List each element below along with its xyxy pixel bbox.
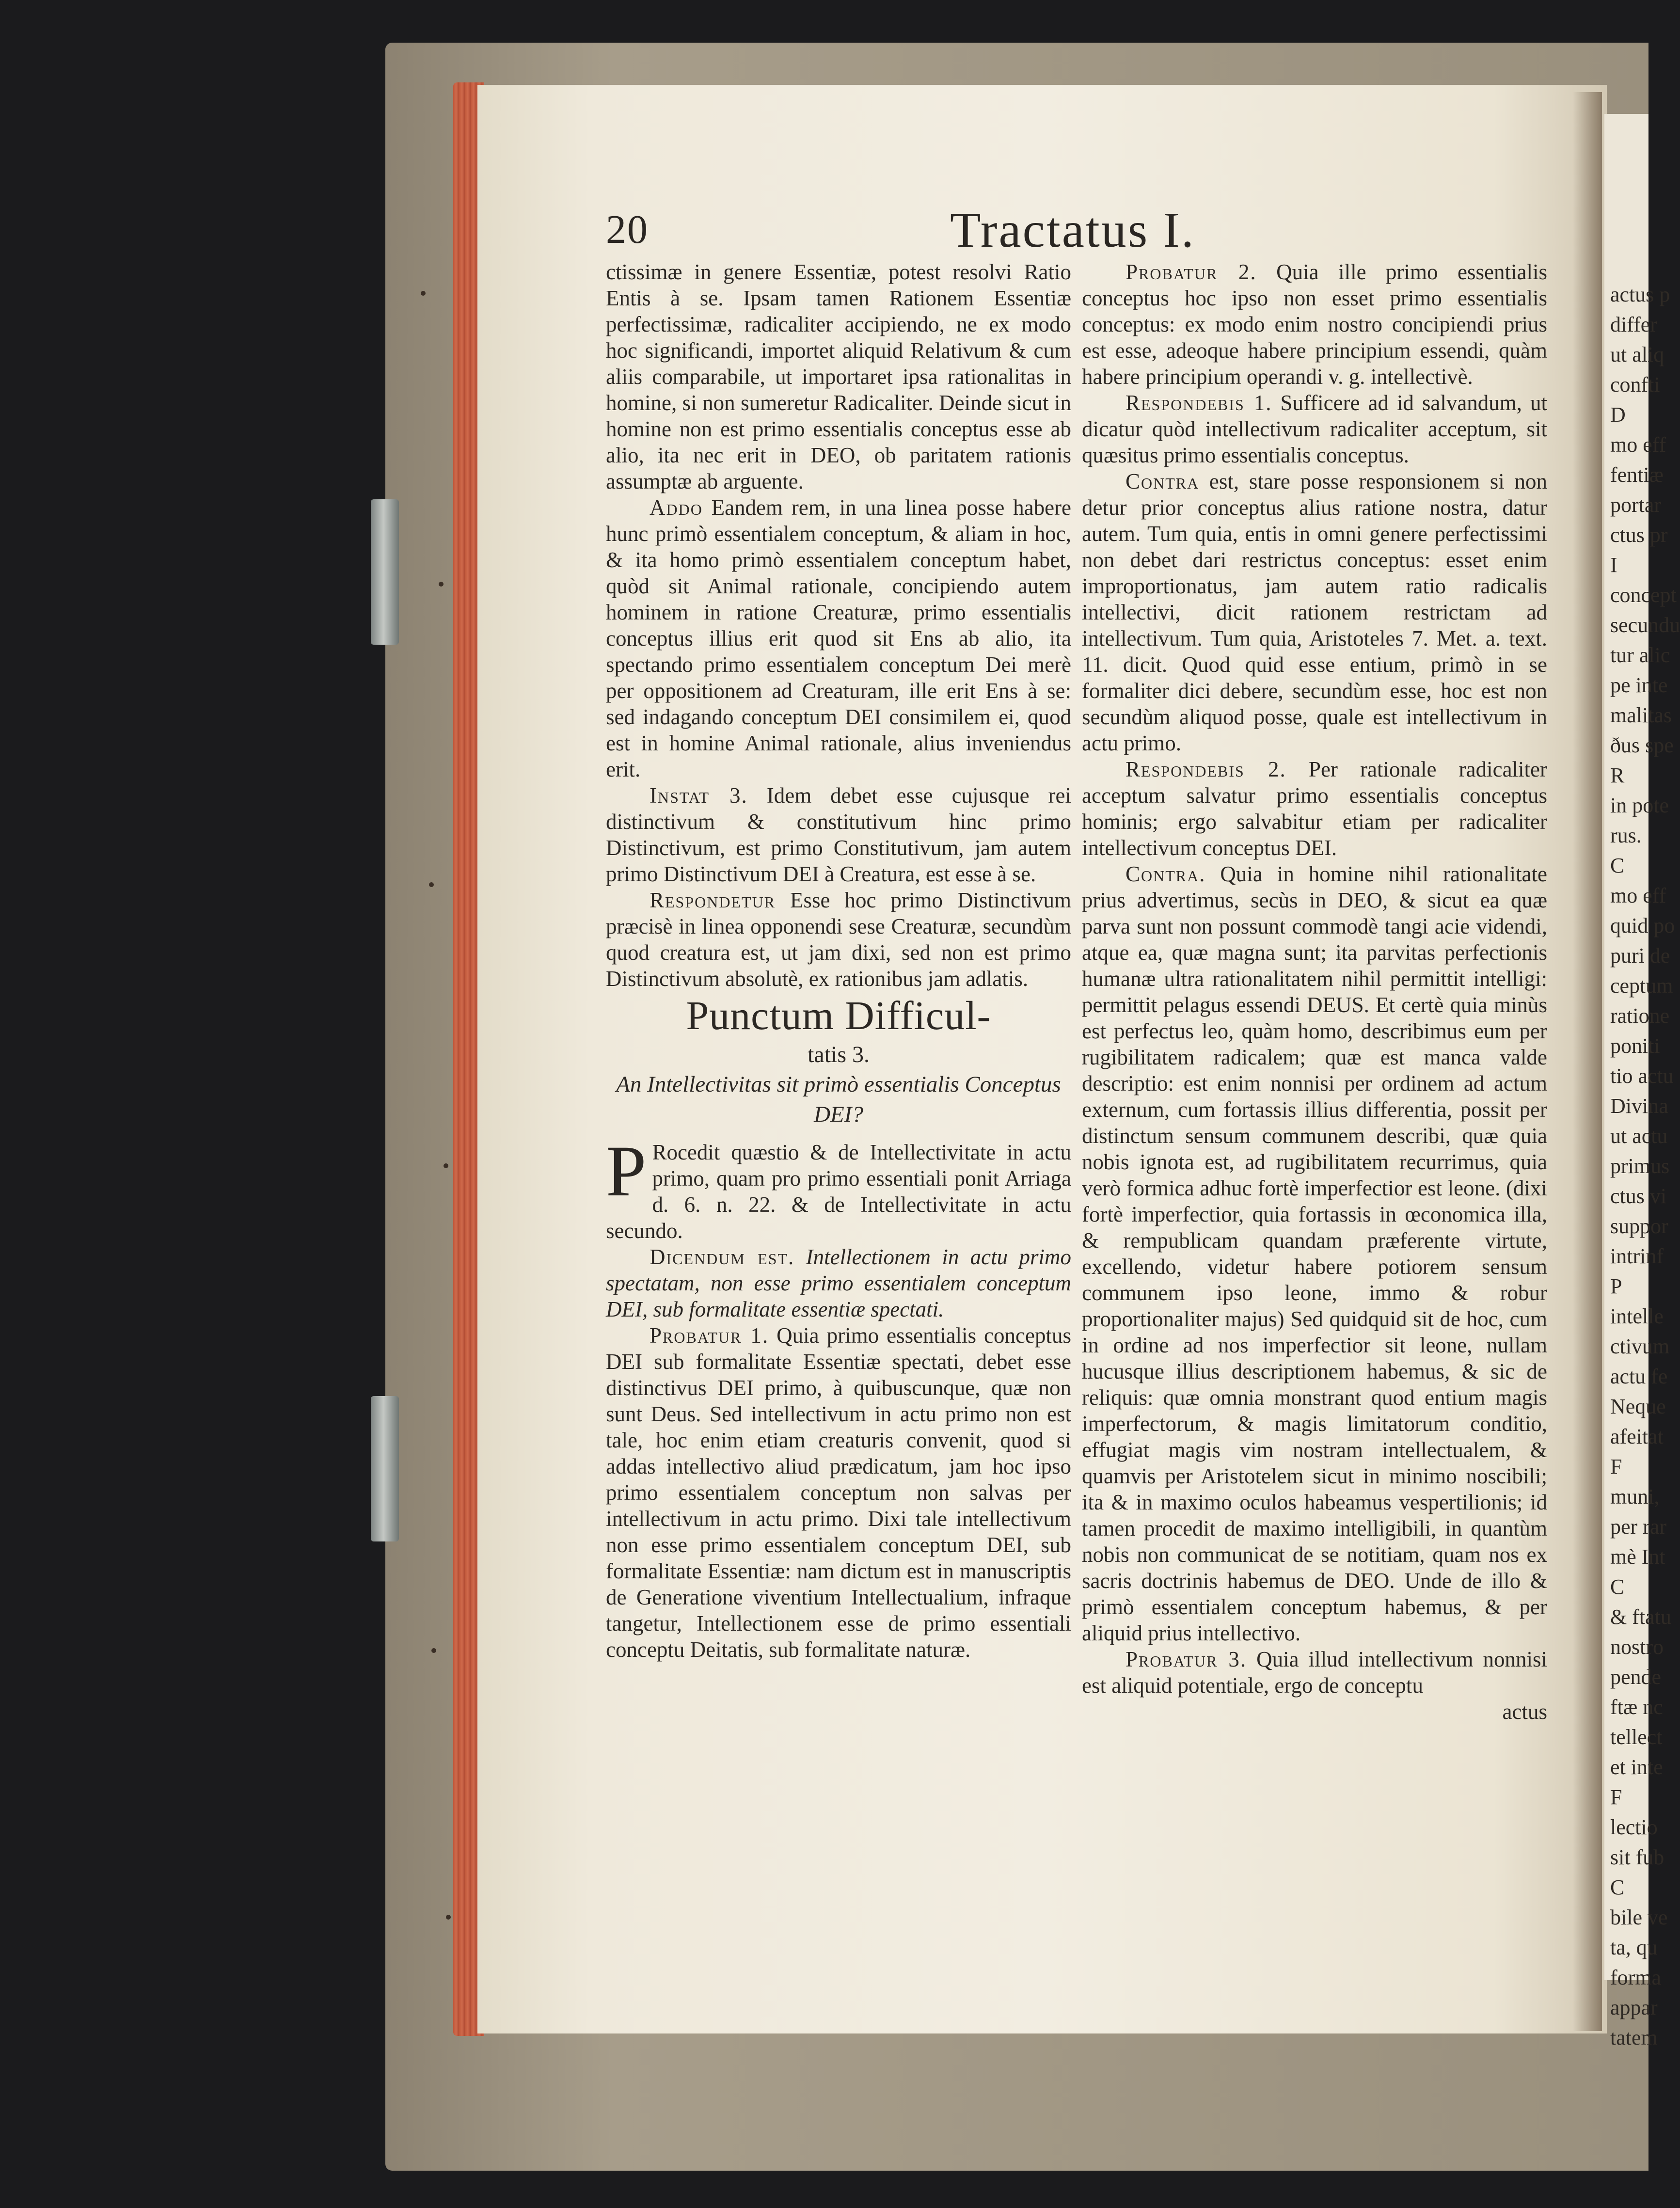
paragraph — [1082, 1646, 1547, 1699]
paragraph — [1082, 259, 1547, 390]
facing-page-text-fragment: per rar — [1610, 1515, 1667, 1539]
paragraph-lead: Respondetur — [650, 888, 776, 912]
paragraph — [606, 1322, 1071, 1663]
facing-page-text-fragment: D — [1610, 403, 1626, 427]
facing-page-text-fragment: fentiæ — [1610, 463, 1664, 487]
facing-page-text-fragment: primus — [1610, 1154, 1670, 1178]
facing-page-text-fragment: appar — [1610, 1996, 1658, 2019]
facing-page-text-fragment: Neque — [1610, 1395, 1666, 1418]
facing-page-text-fragment: ctus pr — [1610, 523, 1668, 547]
facing-page-text-fragment: tur alic — [1610, 643, 1670, 667]
paragraph-text: Rocedit quæstio & de Intellectivitate in actu primo, quam pro primo essentiali ponit Arriaga d. 6. n. 22. & de Intellectivitate in actu secundo. — [606, 1140, 1071, 1243]
worm-hole — [431, 1648, 436, 1653]
paragraph-lead: Instat 3. — [650, 783, 748, 808]
facing-page-text-fragment: forma — [1610, 1966, 1662, 1989]
paragraph-lead: Dicendum est. — [650, 1245, 795, 1269]
paragraph-text: Per rationale radicaliter acceptum salvatur primo essentialis conceptus hominis; ergo salvabitur etiam per radicaliter intellectivum conceptus DEI. — [1082, 757, 1548, 860]
facing-page-text-fragment: ðus spe — [1610, 733, 1674, 757]
facing-page-text-fragment: portar — [1610, 493, 1662, 517]
running-title: Tractatus I. — [950, 202, 1195, 258]
paragraph-lead: Probatur 3. — [1125, 1647, 1247, 1671]
facing-page-text-fragment: quid po — [1610, 914, 1675, 937]
facing-page-text-fragment: ceptum — [1610, 974, 1673, 998]
paragraph — [1082, 468, 1547, 756]
facing-page-text-fragment: in pote — [1610, 794, 1669, 817]
facing-page-text-fragment: sit fub — [1610, 1845, 1664, 1869]
facing-page-text-fragment: & ftatu — [1610, 1605, 1671, 1629]
facing-page-text-fragment: tatem — [1610, 2026, 1658, 2049]
paragraph-lead: Addo — [650, 495, 703, 520]
catchword: actus — [1502, 1700, 1547, 1724]
drop-capital: P — [606, 1131, 647, 1211]
facing-page-text-fragment: confti — [1610, 373, 1660, 397]
section-subheading: tatis 3. — [808, 1042, 870, 1067]
facing-page-text-fragment: C — [1610, 854, 1625, 877]
facing-page-text-fragment: mo eff — [1610, 884, 1666, 907]
worm-hole — [446, 1915, 451, 1920]
facing-page-text-fragment: suppor — [1610, 1214, 1668, 1238]
facing-page-text-fragment: poniti — [1610, 1034, 1660, 1058]
facing-page-text-fragment: ftæ nc — [1610, 1695, 1663, 1719]
paragraph-text: Quia ille primo essentialis conceptus hoc ipso non esset primo essentialis conceptus: ex modo enim nostro concipiendi prius est esse, adeoque habere principium essendi, quàm habere principium operandi v. g. intellectivè. — [1082, 260, 1547, 389]
paragraph-text: Esse hoc primo Distinctivum præcisè in linea opponendi sese Creaturæ, secundùm quod creatura est, ut jam dixi, sed non est primo Distinctivum absolutè, ex rationibus jam adlatis. — [606, 888, 1072, 991]
facing-page-text-fragment: differ — [1610, 313, 1657, 336]
paragraph — [606, 1131, 1071, 1244]
facing-page-text-fragment: et inte — [1610, 1755, 1663, 1779]
paragraph-lead: Contra — [1125, 469, 1200, 493]
paragraph — [1082, 756, 1547, 861]
paragraph — [1082, 861, 1547, 1646]
metal-clasp-lower — [371, 1396, 399, 1541]
paragraph-lead: Contra. — [1125, 862, 1206, 886]
metal-clasp-upper — [371, 499, 399, 645]
worm-hole — [439, 582, 444, 587]
facing-page-text-fragment: tio actu — [1610, 1064, 1674, 1088]
facing-page-text-fragment: ctivum — [1610, 1334, 1670, 1358]
worm-hole — [444, 1163, 448, 1168]
facing-page-text-fragment: intrinf — [1610, 1244, 1664, 1268]
paragraph — [1082, 390, 1547, 468]
worm-hole — [429, 882, 434, 887]
facing-page-text-fragment: lectio — [1610, 1815, 1658, 1839]
facing-page-text-fragment: nostro — [1610, 1635, 1664, 1659]
paragraph — [606, 887, 1071, 992]
facing-page-text-fragment: ctus vi — [1610, 1184, 1667, 1208]
page-gutter-shadow — [1573, 92, 1602, 2031]
section-heading: Punctum Difficul- — [686, 993, 991, 1038]
facing-page-text-fragment: ratione — [1610, 1004, 1670, 1028]
facing-page-text-fragment: mo eff — [1610, 433, 1666, 457]
paragraph — [606, 494, 1071, 782]
paragraph-text: Quia in homine nihil rationalitate prius advertimus, secùs in DEO, & sicut ea quæ parva sunt non possunt commodè tangi acie videndi, atque ea, quæ magna sunt; ita parvitas perfectionis humanæ ultra rationalitatem nihil permittit intelligi: permittit pelagus essendi DEUS. Et certè quia minùs est perfectus leo, quàm homo, describimus eum per rugibilitatem radicalem; quæ est manca valde descriptio: est enim nonnisi per ordinem ad actum externum, cum fortassis illius differentia, possit per distinctum sensum communem describi, quæ quia nobis ignota est, ad rugibilitatem recurrimus, quia verò formica adhuc fortè imperfectior est leone. (dixi fortè imperfectior, quia fortassis in œconomica illa, & rempublicam quandam præferente virtute, excellendo, videtur habere potiorem sensum communem ipso leone, immo & robur proportionaliter majus) Sed quidquid sit de hoc, cum in ordine ad nos imperfectior sit leone, nullam hucusque illius descriptionem habemus, & sic de reliquis: quæ omnia monstrant quod entium magis imperfectorum, & magis limitatorum conditio, effugiat magis vim nostram intellectualem, & quamvis per Aristotelem sicut in minimo noscibili; ita & in maximo oculos habeamus vespertilionis; id tamen procedit de maximo intelligibili, in quantùm nobis non communicat de se notitiam, quam nos ex sacris doctrinis habemus de DEO. Unde de illo & primò essentialem conceptum habemus, & per aliquid prius intellectivo. — [1082, 862, 1548, 1645]
paragraph-text: Sufficere ad id salvandum, ut dicatur quòd intellectivum radicaliter acceptum, sit quæsitus primo essentialis conceptus. — [1082, 391, 1547, 467]
facing-page-text-fragment: pende — [1610, 1665, 1662, 1689]
paragraph-text: Quia primo essentialis conceptus DEI sub formalitate Essentiæ spectati, debet esse distinctivus DEI primo, à quibuscunque, quæ non sunt Deus. Sed intellectivum in actu primo non est tale, hoc enim etiam creaturis convenit, quod si addas intellectivo aliud prædicatum, jam hoc ipso primo essentialem conceptum non salvas per intellectivum in actu primo. Dixi tale intellectivum non esse primo essentialem conceptum DEI, sub formalitate Essentiæ: nam dictum est in manuscriptis de Generatione viventium Intellectualium, infraque tangetur, Intellectionem esse de primo essentiali conceptu Deitatis, sub formalitate naturæ. — [606, 1323, 1071, 1662]
facing-page-text-fragment: pe inte — [1610, 673, 1668, 697]
paragraph — [606, 782, 1071, 887]
facing-page-text-fragment: I — [1610, 553, 1617, 577]
facing-page-text-fragment: puri de — [1610, 944, 1670, 968]
facing-page-text-fragment: tellect — [1610, 1725, 1663, 1749]
left-column — [606, 259, 1071, 1663]
section-question: An Intellectivitas sit primò essentialis Conceptus DEI? — [616, 1072, 1061, 1127]
worm-hole — [421, 291, 426, 296]
paragraph-text: est, stare posse responsionem si non detur prior conceptus alius ratione nostra, datur autem. Tum quia, entis in omni genere perfectissimi non debet dari restrictus conceptus: esset enim improportionatus, jam autem ratio radicalis intellectivi, dicit rationem restrictam ad intellectivum. Tum quia, Aristoteles 7. Met. a. text. 11. dicit. Quod quid esse entium, primò in se formaliter dici debere, secundùm esse, hoc est non secundùm aliquod posse, quale est intellectivum in actu primo. — [1082, 469, 1547, 755]
facing-page-text-fragment: P — [1610, 1274, 1622, 1298]
page-number: 20 — [606, 207, 649, 252]
paragraph-text: Eandem rem, in una linea posse habere hunc primò essentialem conceptum, & aliam in hoc, & ita homo primò essentialem conceptum habet, quòd sit Animal rationale, concipiendo autem hominem in ratione Creaturæ, primo essentialis conceptus illius erit quod sit Ens ab alio, ita spectando primo essentialem conceptum Dei merè per oppositionem ad Creaturam, ille erit Ens à se: sed indagando conceptum DEI consimilem ei, quod est in homine Animal rationale, alius inveniendus erit. — [606, 495, 1072, 781]
facing-page-text-fragment: bile ve — [1610, 1906, 1668, 1929]
paragraph — [606, 1244, 1071, 1322]
paragraph-lead: Respondebis 1. — [1125, 391, 1272, 415]
paragraph-text: Idem debet esse cujusque rei distinctivum & constitutivum hinc primo Distinctivum, est primo Constitutivum, jam autem primo Distinctivum DEI à Creatura, est esse à se. — [606, 783, 1071, 886]
facing-page-text-fragment: mè Int — [1610, 1545, 1665, 1569]
facing-page-text-fragment: R — [1610, 763, 1625, 787]
facing-page-text-fragment: muni, — [1610, 1485, 1660, 1509]
facing-page-text-fragment: C — [1610, 1575, 1625, 1599]
facing-page-text-fragment: secundu — [1610, 613, 1680, 637]
paragraph-text: Intellectionem in actu primo spectatam, non esse primo essentialem conceptum DEI, sub formalitate essentiæ spectati. — [606, 1245, 1071, 1321]
facing-page-text-fragment: malitas — [1610, 703, 1672, 727]
facing-page-text-fragment: intelle — [1610, 1304, 1664, 1328]
facing-page-text-fragment: Divina — [1610, 1094, 1668, 1118]
paragraph-lead: Respondebis 2. — [1125, 757, 1286, 781]
facing-page-text-fragment: ut aliq — [1610, 343, 1664, 366]
facing-page-fragment — [1604, 114, 1680, 2049]
facing-page-text-fragment: F — [1610, 1785, 1622, 1809]
paragraph-lead: Probatur 1. — [650, 1323, 769, 1348]
paragraph: ctissimæ in genere Essentiæ, potest resolvi Ratio Entis à se. Ipsam tamen Rationem Essentiæ perfectissimæ, radicaliter accipiendo, ne ex modo hoc significandi, importet aliquid Relativum & cum aliis comparabile, ut importaret ipsa rationalitas in homine, si non sumeretur Radicaliter. Deinde sicut in homine non est primo essentialis conceptus esse ab alio, ita nec erit in DEO, ob paritatem rationis assumptæ ab arguente. — [606, 260, 1071, 493]
facing-page-text-fragment: C — [1610, 1875, 1625, 1899]
facing-page-text-fragment: ut actu — [1610, 1124, 1668, 1148]
facing-page-text-fragment: ta, qu — [1610, 1936, 1658, 1959]
facing-page-text-fragment: actu fe — [1610, 1365, 1668, 1388]
right-column — [1082, 259, 1547, 1725]
paragraph-lead: Probatur 2. — [1125, 260, 1257, 284]
facing-page-text-fragment: afeitat — [1610, 1425, 1664, 1448]
facing-page-text-fragment: rus. — [1610, 824, 1642, 847]
facing-page-text-fragment: concept — [1610, 583, 1677, 607]
paragraph-text: Quia illud intellectivum nonnisi est aliquid potentiale, ergo de conceptu — [1082, 1647, 1547, 1698]
facing-page-text-fragment: actus p — [1610, 283, 1670, 306]
facing-page-text-fragment: F — [1610, 1455, 1622, 1478]
